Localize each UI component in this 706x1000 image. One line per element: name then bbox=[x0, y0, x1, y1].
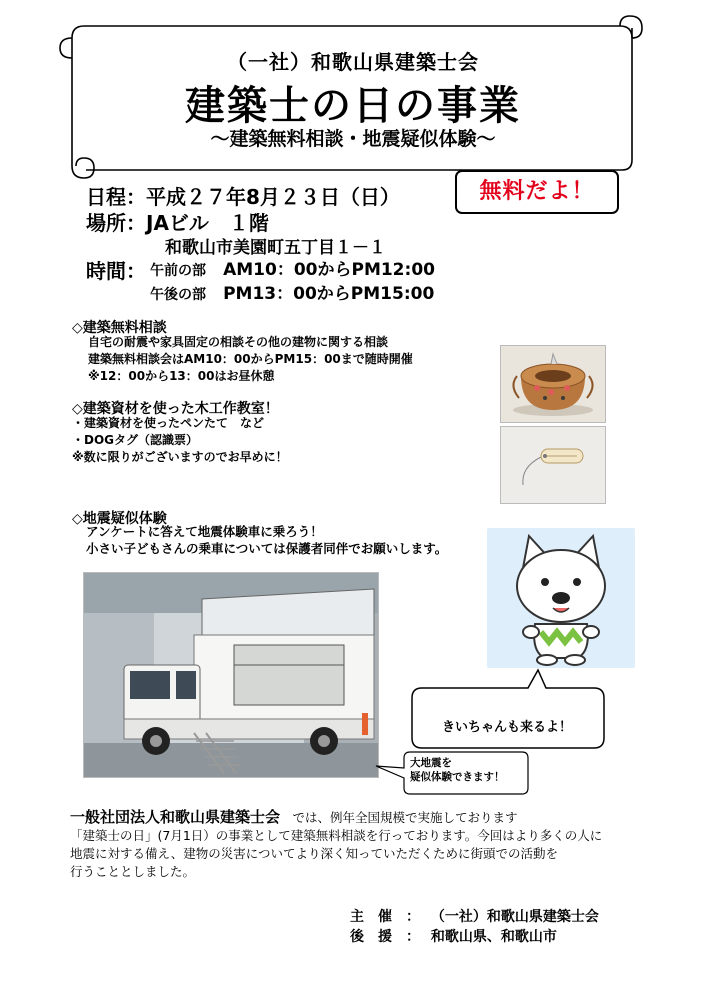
date-value: 平成２７年8月２３日（日） bbox=[146, 185, 400, 209]
organizer-heading: （一社）和歌山県建築士会 bbox=[227, 50, 479, 74]
mascot-kii-chan bbox=[487, 528, 635, 668]
consult-lines bbox=[88, 334, 413, 385]
am-label: 午前の部 bbox=[150, 263, 206, 279]
workshop-lines bbox=[72, 415, 288, 466]
consult-line: 自宅の耐震や家具固定の相談その他の建物に関する相談 bbox=[88, 335, 389, 349]
date-row bbox=[86, 181, 400, 210]
intro-line-3: 地震に対する備え、建物の災害についてより深く知っていただくために街頭での活動を bbox=[70, 846, 559, 861]
free-badge: 無料だよ！ bbox=[455, 170, 619, 214]
truck-bubble-line: 疑似体験できます！ bbox=[410, 771, 505, 783]
intro-paragraph bbox=[70, 808, 602, 881]
quake-heading: ◇地震疑似体験 bbox=[72, 511, 167, 527]
host-label: 主 催 ： bbox=[350, 909, 420, 925]
date-label: 日程： bbox=[86, 185, 146, 209]
workshop-line: ・DOGタグ（認識票） bbox=[72, 433, 199, 447]
quake-lines bbox=[86, 523, 447, 557]
quake-line: アンケートに答えて地震体験車に乗ろう！ bbox=[86, 524, 323, 539]
am-row bbox=[150, 255, 435, 280]
place-label: 場所： bbox=[86, 211, 146, 235]
support-value: 和歌山県、和歌山市 bbox=[430, 929, 557, 945]
dog-tag-photo bbox=[500, 426, 606, 504]
workshop-line: ※数に限りがございますのでお早めに！ bbox=[72, 450, 288, 464]
mascot-bubble-text: きいちゃんも来るよ！ bbox=[441, 720, 572, 735]
pm-label: 午後の部 bbox=[150, 287, 206, 303]
quake-line: 小さい子どもさんの乗車については保護者同伴でお願いします。 bbox=[86, 541, 448, 556]
page-title: 建築士の日の事業 bbox=[185, 83, 521, 129]
truck-bubble-line: 大地震を bbox=[410, 757, 452, 769]
intro-line-4: 行うこととしました。 bbox=[70, 864, 196, 879]
am-value: AM10：00からPM12:00 bbox=[223, 260, 435, 280]
intro-line-1-rest: では、例年全国規模で実施しております bbox=[280, 810, 518, 825]
consult-heading: ◇建築無料相談 bbox=[72, 320, 167, 336]
intro-line-2: 「建築士の日」(7月1日）の事業として建築無料相談を行っております。今回はより多くの人に bbox=[70, 828, 603, 843]
address: 和歌山市美園町五丁目１－１ bbox=[165, 238, 386, 258]
workshop-line: ・建築資材を使ったペンたて など bbox=[72, 416, 265, 430]
host-value: （一社）和歌山県建築士会 bbox=[430, 909, 599, 925]
place-value: JAビル １階 bbox=[146, 211, 269, 235]
support-row bbox=[350, 926, 557, 946]
place-row bbox=[86, 207, 269, 236]
truck-bubble-text bbox=[410, 756, 505, 784]
time-label: 時間： bbox=[86, 259, 146, 283]
page-subtitle: ～建築無料相談・地震疑似体験～ bbox=[210, 128, 496, 150]
intro-line-1 bbox=[70, 808, 602, 827]
host-row bbox=[350, 906, 599, 926]
workshop-heading: ◇建築資材を使った木工作教室！ bbox=[72, 401, 279, 417]
consult-line: ※12：00から13：00はお昼休憩 bbox=[88, 369, 275, 383]
pen-stand-photo bbox=[500, 345, 606, 423]
intro-org-name: 一般社団法人和歌山県建築士会 bbox=[70, 808, 281, 826]
mascot-bubble-shape bbox=[408, 668, 608, 750]
pm-value: PM13：00からPM15:00 bbox=[223, 284, 435, 304]
pm-row bbox=[150, 279, 434, 304]
consult-line: 建築無料相談会はAM10：00からPM15：00まで随時開催 bbox=[88, 352, 413, 366]
support-label: 後 援 ： bbox=[350, 929, 420, 945]
earthquake-truck-photo bbox=[83, 572, 379, 778]
